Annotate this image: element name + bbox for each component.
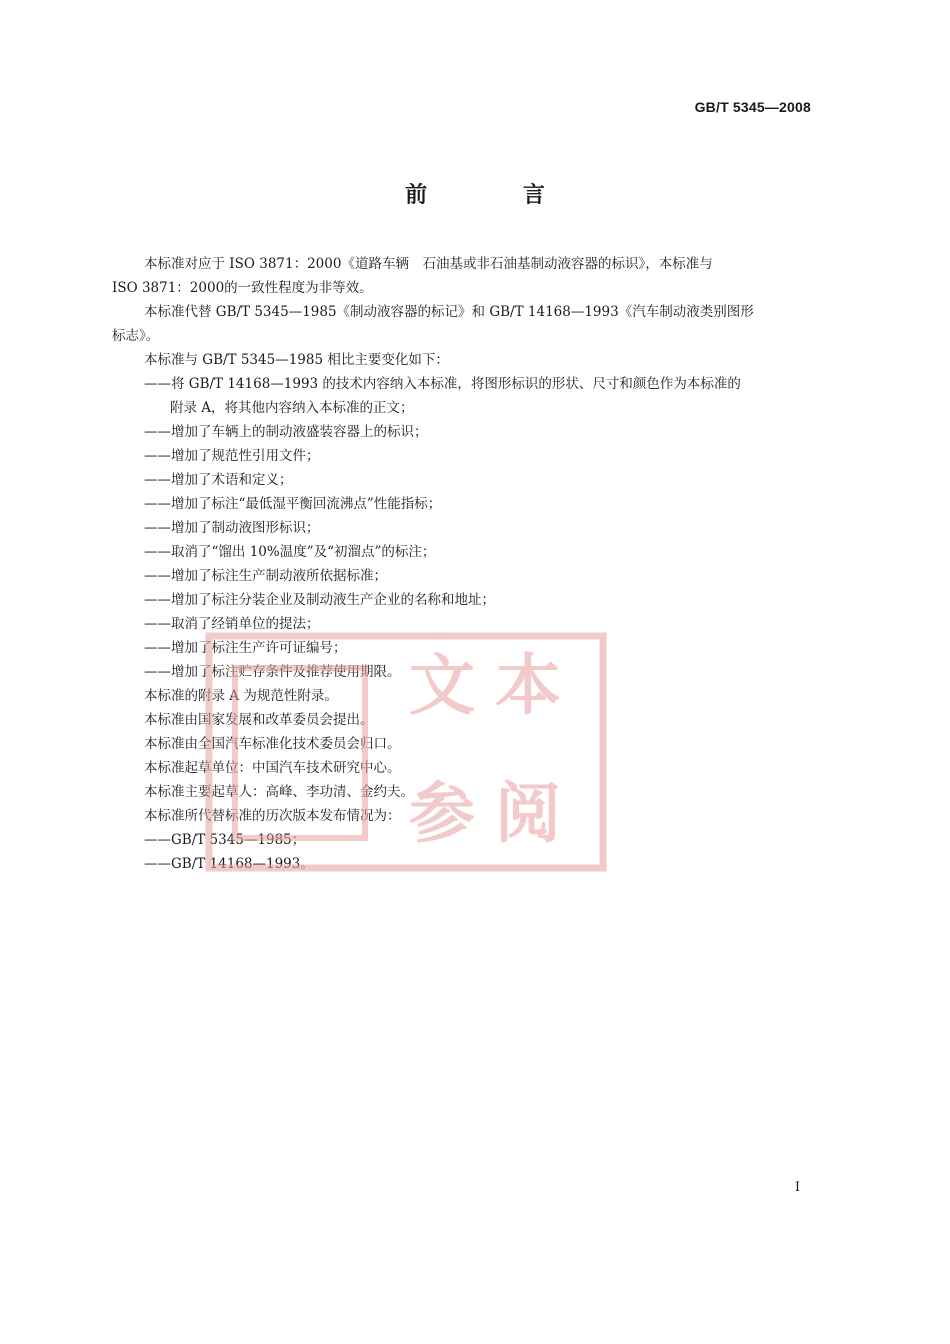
change-item: ——增加了制动液图形标识； (144, 520, 320, 536)
foreword-body (112, 252, 812, 876)
paragraph-line: 本标准与 GB/T 5345—1985 相比主要变化如下： (144, 352, 449, 368)
paragraph-line: 本标准代替 GB/T 5345—1985《制动液容器的标记》和 GB/T 14168—1993《汽车制动液类别图形 (144, 304, 754, 320)
change-item: ——增加了标注分装企业及制动液生产企业的名称和地址； (144, 592, 495, 608)
change-item-continuation: 附录 A，将其他内容纳入本标准的正文； (170, 400, 414, 416)
change-item: ——增加了标注“最低湿平衡回流沸点”性能指标； (144, 496, 442, 512)
change-item: ——取消了“馏出 10%温度”及“初溜点”的标注； (144, 544, 436, 560)
change-item: ——增加了规范性引用文件； (144, 448, 320, 464)
change-item: ——将 GB/T 14168—1993 的技术内容纳入本标准，将图形标识的形状、尺寸和颜色作为本标准的 (144, 376, 741, 392)
change-item: ——增加了标注贮存条件及推荐使用期限。 (144, 664, 401, 680)
note-line: 本标准所代替标准的历次版本发布情况为： (144, 808, 401, 824)
change-item: ——增加了标注生产制动液所依据标准； (144, 568, 387, 584)
note-line: 本标准主要起草人：高峰、李功清、金约夫。 (144, 784, 414, 800)
svg-text:文本: 文本 (409, 647, 581, 724)
history-item: ——GB/T 5345—1985； (144, 832, 306, 848)
change-item: ——增加了术语和定义； (144, 472, 293, 488)
note-line: 本标准由国家发展和改革委员会提出。 (144, 712, 374, 728)
standard-code: GB/T 5345—2008 (694, 99, 811, 115)
paragraph-line: 本标准对应于 ISO 3871：2000《道路车辆 石油基或非石油基制动液容器的标识》，本标准与 (144, 256, 713, 272)
history-item: ——GB/T 14168—1993。 (144, 856, 314, 872)
note-line: 本标准的附录 A 为规范性附录。 (144, 688, 338, 704)
paragraph-line: ISO 3871：2000的一致性程度为非等效。 (112, 280, 373, 296)
page-number: I (794, 1180, 800, 1195)
paragraph-line: 标志》。 (112, 328, 160, 344)
svg-text:参阅: 参阅 (409, 775, 581, 852)
change-item: ——取消了经销单位的提法； (144, 616, 320, 632)
note-line: 本标准起草单位：中国汽车技术研究中心。 (144, 760, 401, 776)
note-line: 本标准由全国汽车标准化技术委员会归口。 (144, 736, 401, 752)
change-item: ——增加了车辆上的制动液盛装容器上的标识； (144, 424, 428, 440)
page-title: 前 言 (405, 182, 589, 208)
change-item: ——增加了标注生产许可证编号； (144, 640, 347, 656)
